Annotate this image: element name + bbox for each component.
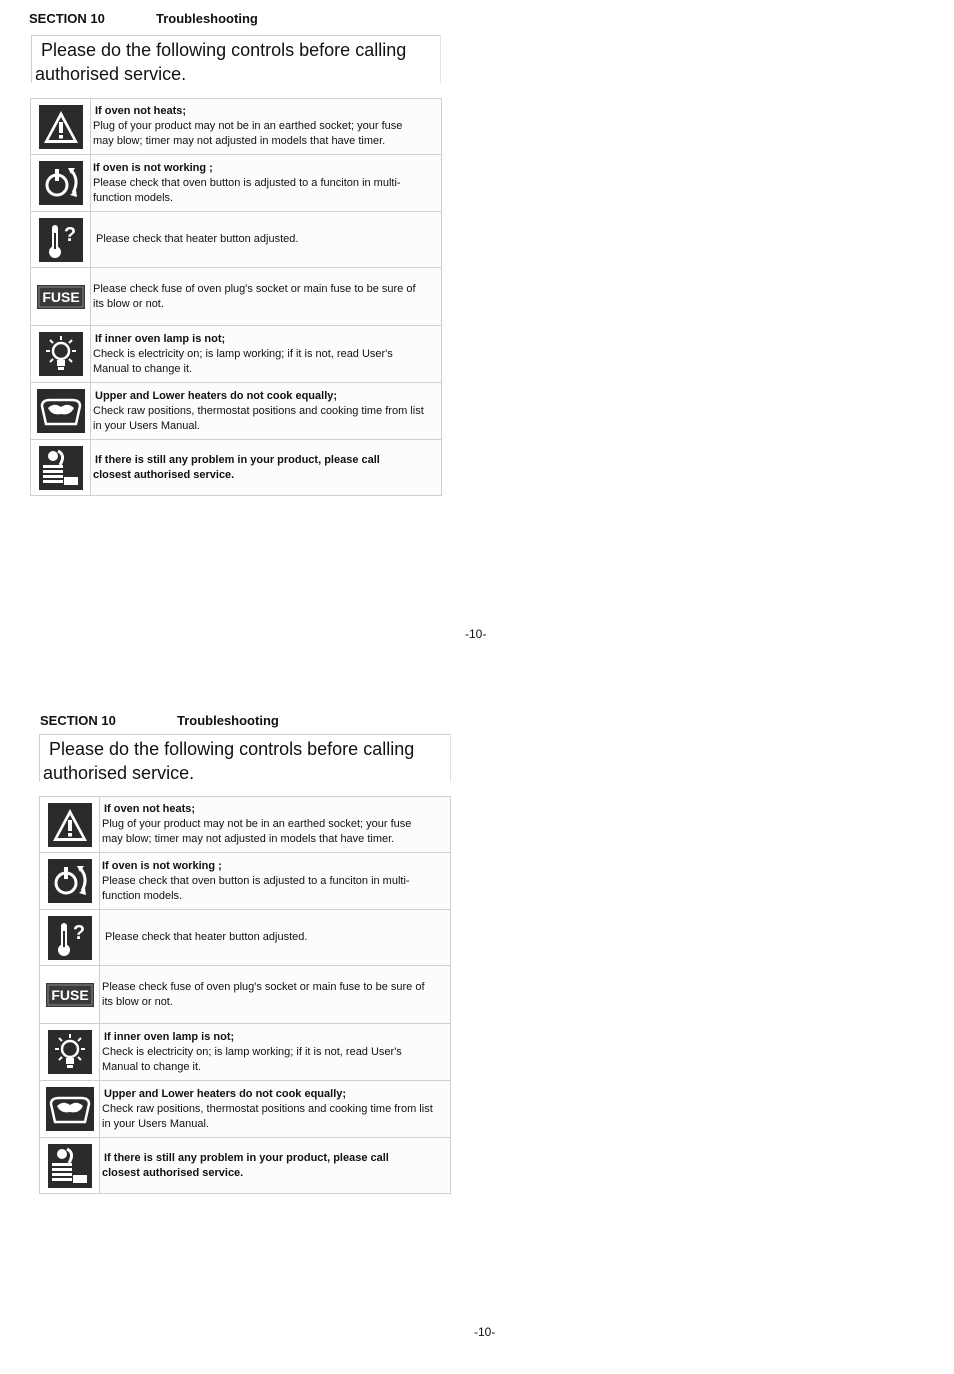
thermometer-question-icon: [38, 217, 84, 263]
row-heading: Upper and Lower heaters do not cook equally;: [104, 1087, 347, 1100]
row-text-line: Please check that heater button adjusted.: [96, 233, 299, 245]
row-text-line: may blow; timer may not adjusted in models that have timer.: [93, 135, 386, 147]
fuse-icon: [46, 983, 94, 1007]
row-heading: Upper and Lower heaters do not cook equally;: [95, 389, 338, 402]
row-text-line: in your Users Manual.: [93, 419, 200, 432]
section-title: Troubleshooting: [156, 11, 258, 26]
icon-cell: [40, 1024, 100, 1081]
table-row: [40, 1138, 451, 1194]
row-text-line: Please check that heater button adjusted.: [105, 931, 308, 943]
svg-text:?: ?: [72, 921, 85, 944]
section-label: SECTION 10: [29, 11, 105, 26]
row-heading: If oven not heats;: [104, 803, 196, 815]
row-text-line: Plug of your product may not be in an earthed socket; your fuse: [93, 120, 403, 132]
section-label: SECTION 10: [40, 713, 116, 728]
table-row: [40, 853, 451, 910]
troubleshooting-table: [30, 98, 442, 496]
table-row: [40, 966, 451, 1024]
table-row: [31, 326, 442, 383]
table-row: [40, 1024, 451, 1081]
icon-cell: [31, 268, 91, 326]
table-row: [31, 383, 442, 440]
intro-box: [39, 734, 451, 782]
baking-tray-icon: [36, 388, 86, 434]
row-text: [91, 99, 442, 155]
icon-cell: [40, 966, 100, 1024]
lamp-icon: [47, 1029, 93, 1075]
table-row: [31, 155, 442, 212]
row-text-line: Check is electricity on; is lamp working; if it is not, read User's: [93, 347, 393, 360]
oven-button-icon: [38, 160, 84, 206]
icon-cell: [31, 440, 91, 496]
warning-icon: [47, 802, 93, 848]
warning-icon: [38, 104, 84, 150]
intro-line-2: authorised service.: [43, 763, 195, 783]
row-heading: If oven is not working ;: [93, 161, 213, 174]
row-text: [100, 1138, 451, 1194]
row-heading: If there is still any problem in your product, please call: [104, 1151, 389, 1164]
row-text-line: in your Users Manual.: [102, 1117, 209, 1130]
row-text-line: may blow; timer may not adjusted in models that have timer.: [102, 833, 395, 845]
row-text-line: Check is electricity on; is lamp working; if it is not, read User's: [102, 1045, 402, 1058]
intro-line-1: Please do the following controls before calling: [49, 739, 415, 759]
icon-cell: [31, 326, 91, 383]
table-row: [31, 268, 442, 326]
intro-line-1: Please do the following controls before calling: [41, 40, 407, 60]
row-text: [100, 1081, 451, 1138]
service-call-icon: [47, 1143, 93, 1189]
row-text: [91, 155, 442, 212]
row-heading: If there is still any problem in your product, please call: [95, 453, 380, 466]
icon-cell: [31, 212, 91, 268]
row-text-line: Please check fuse of oven plug's socket or main fuse to be sure of: [93, 282, 416, 295]
table-row: [40, 910, 451, 966]
icon-cell: [31, 155, 91, 212]
icon-cell: [40, 1081, 100, 1138]
intro-line-2: authorised service.: [35, 64, 187, 84]
svg-text:?: ?: [63, 223, 76, 246]
row-text-line: Plug of your product may not be in an earthed socket; your fuse: [102, 818, 412, 830]
row-text-line: Check raw positions, thermostat positions and cooking time from list: [93, 404, 424, 417]
row-text-line: function models.: [102, 889, 183, 902]
icon-cell: [31, 99, 91, 155]
row-text-line: its blow or not.: [93, 297, 164, 310]
lamp-icon: [38, 331, 84, 377]
row-text: [91, 440, 442, 496]
table-row: [40, 797, 451, 853]
row-text-line: Please check that oven button is adjusted to a funciton in multi-: [93, 176, 401, 189]
service-call-icon: [38, 445, 84, 491]
row-text: [91, 268, 442, 326]
row-heading: closest authorised service.: [102, 1166, 244, 1179]
row-heading: If oven not heats;: [95, 105, 187, 117]
table-row: [31, 212, 442, 268]
baking-tray-icon: [45, 1086, 95, 1132]
row-heading: If inner oven lamp is not;: [104, 1030, 235, 1043]
icon-cell: [40, 797, 100, 853]
fuse-icon: [37, 285, 85, 309]
table-row: [31, 440, 442, 496]
troubleshooting-table: [39, 796, 451, 1194]
row-text-line: Manual to change it.: [93, 362, 193, 375]
manual-page: [0, 0, 954, 675]
row-text: [100, 910, 451, 966]
intro-box: [31, 35, 441, 83]
row-text-line: Manual to change it.: [102, 1060, 202, 1073]
row-text: [100, 797, 451, 853]
row-text: [91, 326, 442, 383]
row-text: [91, 383, 442, 440]
manual-page: [0, 699, 954, 1374]
row-text-line: function models.: [93, 191, 174, 204]
table-row: [31, 99, 442, 155]
row-text-line: Please check fuse of oven plug's socket or main fuse to be sure of: [102, 980, 425, 993]
icon-cell: [40, 910, 100, 966]
row-text: [100, 1024, 451, 1081]
oven-button-icon: [47, 858, 93, 904]
row-text: [100, 966, 451, 1024]
row-text-line: its blow or not.: [102, 995, 173, 1008]
thermometer-question-icon: [47, 915, 93, 961]
row-heading: closest authorised service.: [93, 468, 235, 481]
fuse-icon-label: FUSE: [41, 288, 80, 305]
page-number: -10-: [465, 627, 487, 641]
section-title: Troubleshooting: [177, 713, 279, 728]
icon-cell: [40, 1138, 100, 1194]
row-text: [91, 212, 442, 268]
table-row: [40, 1081, 451, 1138]
row-text-line: Please check that oven button is adjusted to a funciton in multi-: [102, 874, 410, 887]
row-text: [100, 853, 451, 910]
row-heading: If oven is not working ;: [102, 859, 222, 872]
page-number: -10-: [474, 1325, 496, 1339]
icon-cell: [31, 383, 91, 440]
row-text-line: Check raw positions, thermostat positions and cooking time from list: [102, 1102, 433, 1115]
icon-cell: [40, 853, 100, 910]
row-heading: If inner oven lamp is not;: [95, 332, 226, 345]
fuse-icon-label: FUSE: [50, 986, 89, 1003]
